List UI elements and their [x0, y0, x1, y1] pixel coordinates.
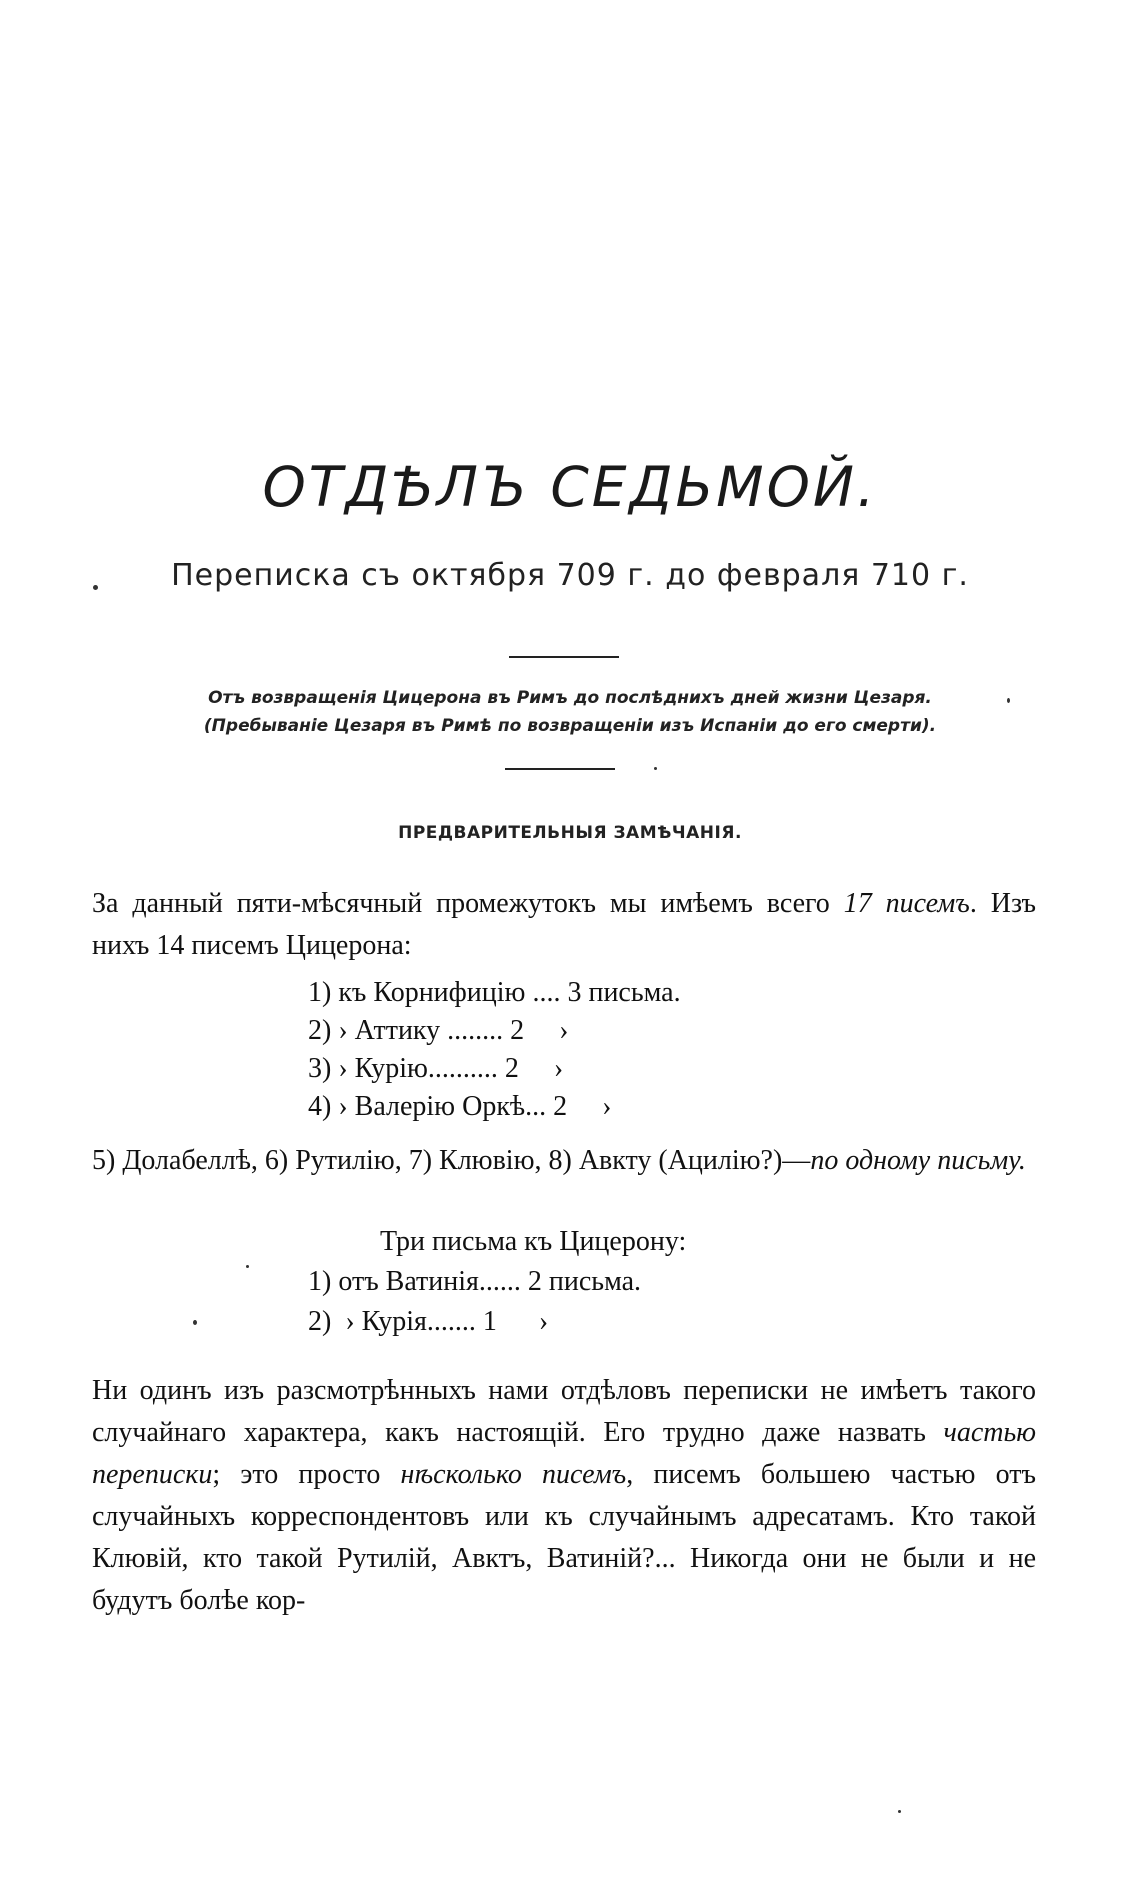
print-speck: [654, 767, 657, 770]
list-item: 3) › Курію.......... 2 ›: [308, 1053, 564, 1084]
chapter-title: ОТДѢЛЪ СЕДЬМОЙ.: [262, 455, 878, 519]
closing-text-b: ; это просто: [212, 1459, 401, 1490]
list-item: 2) › Курія....... 1 ›: [308, 1306, 549, 1337]
divider-rule-bottom: [505, 768, 615, 770]
section-heading: ПРЕДВАРИТЕЛЬНЫЯ ЗАМѢЧАНІЯ.: [398, 823, 742, 843]
list-item: 2) › Аттику ........ 2 ›: [308, 1015, 569, 1046]
list-item: 4) › Валерію Оркѣ... 2 ›: [308, 1091, 612, 1122]
one-letter-italic: по одному письму.: [810, 1145, 1026, 1176]
chapter-subtitle: Переписка съ октября 709 г. до февраля 710 г.: [171, 558, 969, 593]
print-speck: [93, 585, 98, 590]
print-speck: [246, 1265, 249, 1268]
list-item: 1) къ Корнифицію .... 3 письма.: [308, 977, 681, 1008]
closing-text-c: , писемъ большею частью отъ случайныхъ корреспондентовъ или къ случайнымъ адресатамъ. Кто такой Клювій, кто такой Рутилій, Авктъ, Ватиній?... Никогда они не были и не будутъ болѣе кор-: [92, 1459, 1036, 1616]
intro-text-a: За данный пяти-мѣсячный промежутокъ мы имѣемъ всего: [92, 888, 844, 919]
closing-italic-b: нѣсколько писемъ: [400, 1459, 627, 1490]
print-speck: [898, 1810, 901, 1813]
intro-paragraph: [92, 883, 1036, 967]
closing-paragraph: [92, 1370, 1036, 1622]
divider-rule-top: [509, 656, 619, 658]
list-item: 1) отъ Ватинія...... 2 письма.: [308, 1266, 642, 1297]
epigraph-line-2: (Пребываніе Цезаря въ Римѣ по возвращеніи изъ Испаніи до его смерти).: [203, 716, 937, 736]
print-speck: [1007, 698, 1010, 703]
intro-text-b: . Изъ нихъ 14 писемъ Цицерона:: [92, 888, 1037, 961]
epigraph-line-1: Отъ возвращенія Цицерона въ Римъ до послѣднихъ дней жизни Цезаря.: [208, 688, 932, 708]
intro-italic: 17 писемъ: [843, 888, 970, 919]
closing-italic-a: частью переписки: [92, 1417, 1036, 1490]
closing-text-a: Ни одинъ изъ разсмотрѣнныхъ нами отдѣловъ переписки не имѣетъ такого случайнаго характера, какъ настоящій. Его трудно даже назвать: [92, 1375, 1036, 1448]
print-speck: [193, 1320, 197, 1325]
one-letter-paragraph: [92, 1140, 1036, 1182]
to-cicero-heading: Три письма къ Цицерону:: [380, 1226, 687, 1257]
one-letter-text: 5) Долабеллѣ, 6) Рутилію, 7) Клювію, 8) Авкту (Ацилію?)—: [92, 1145, 811, 1176]
